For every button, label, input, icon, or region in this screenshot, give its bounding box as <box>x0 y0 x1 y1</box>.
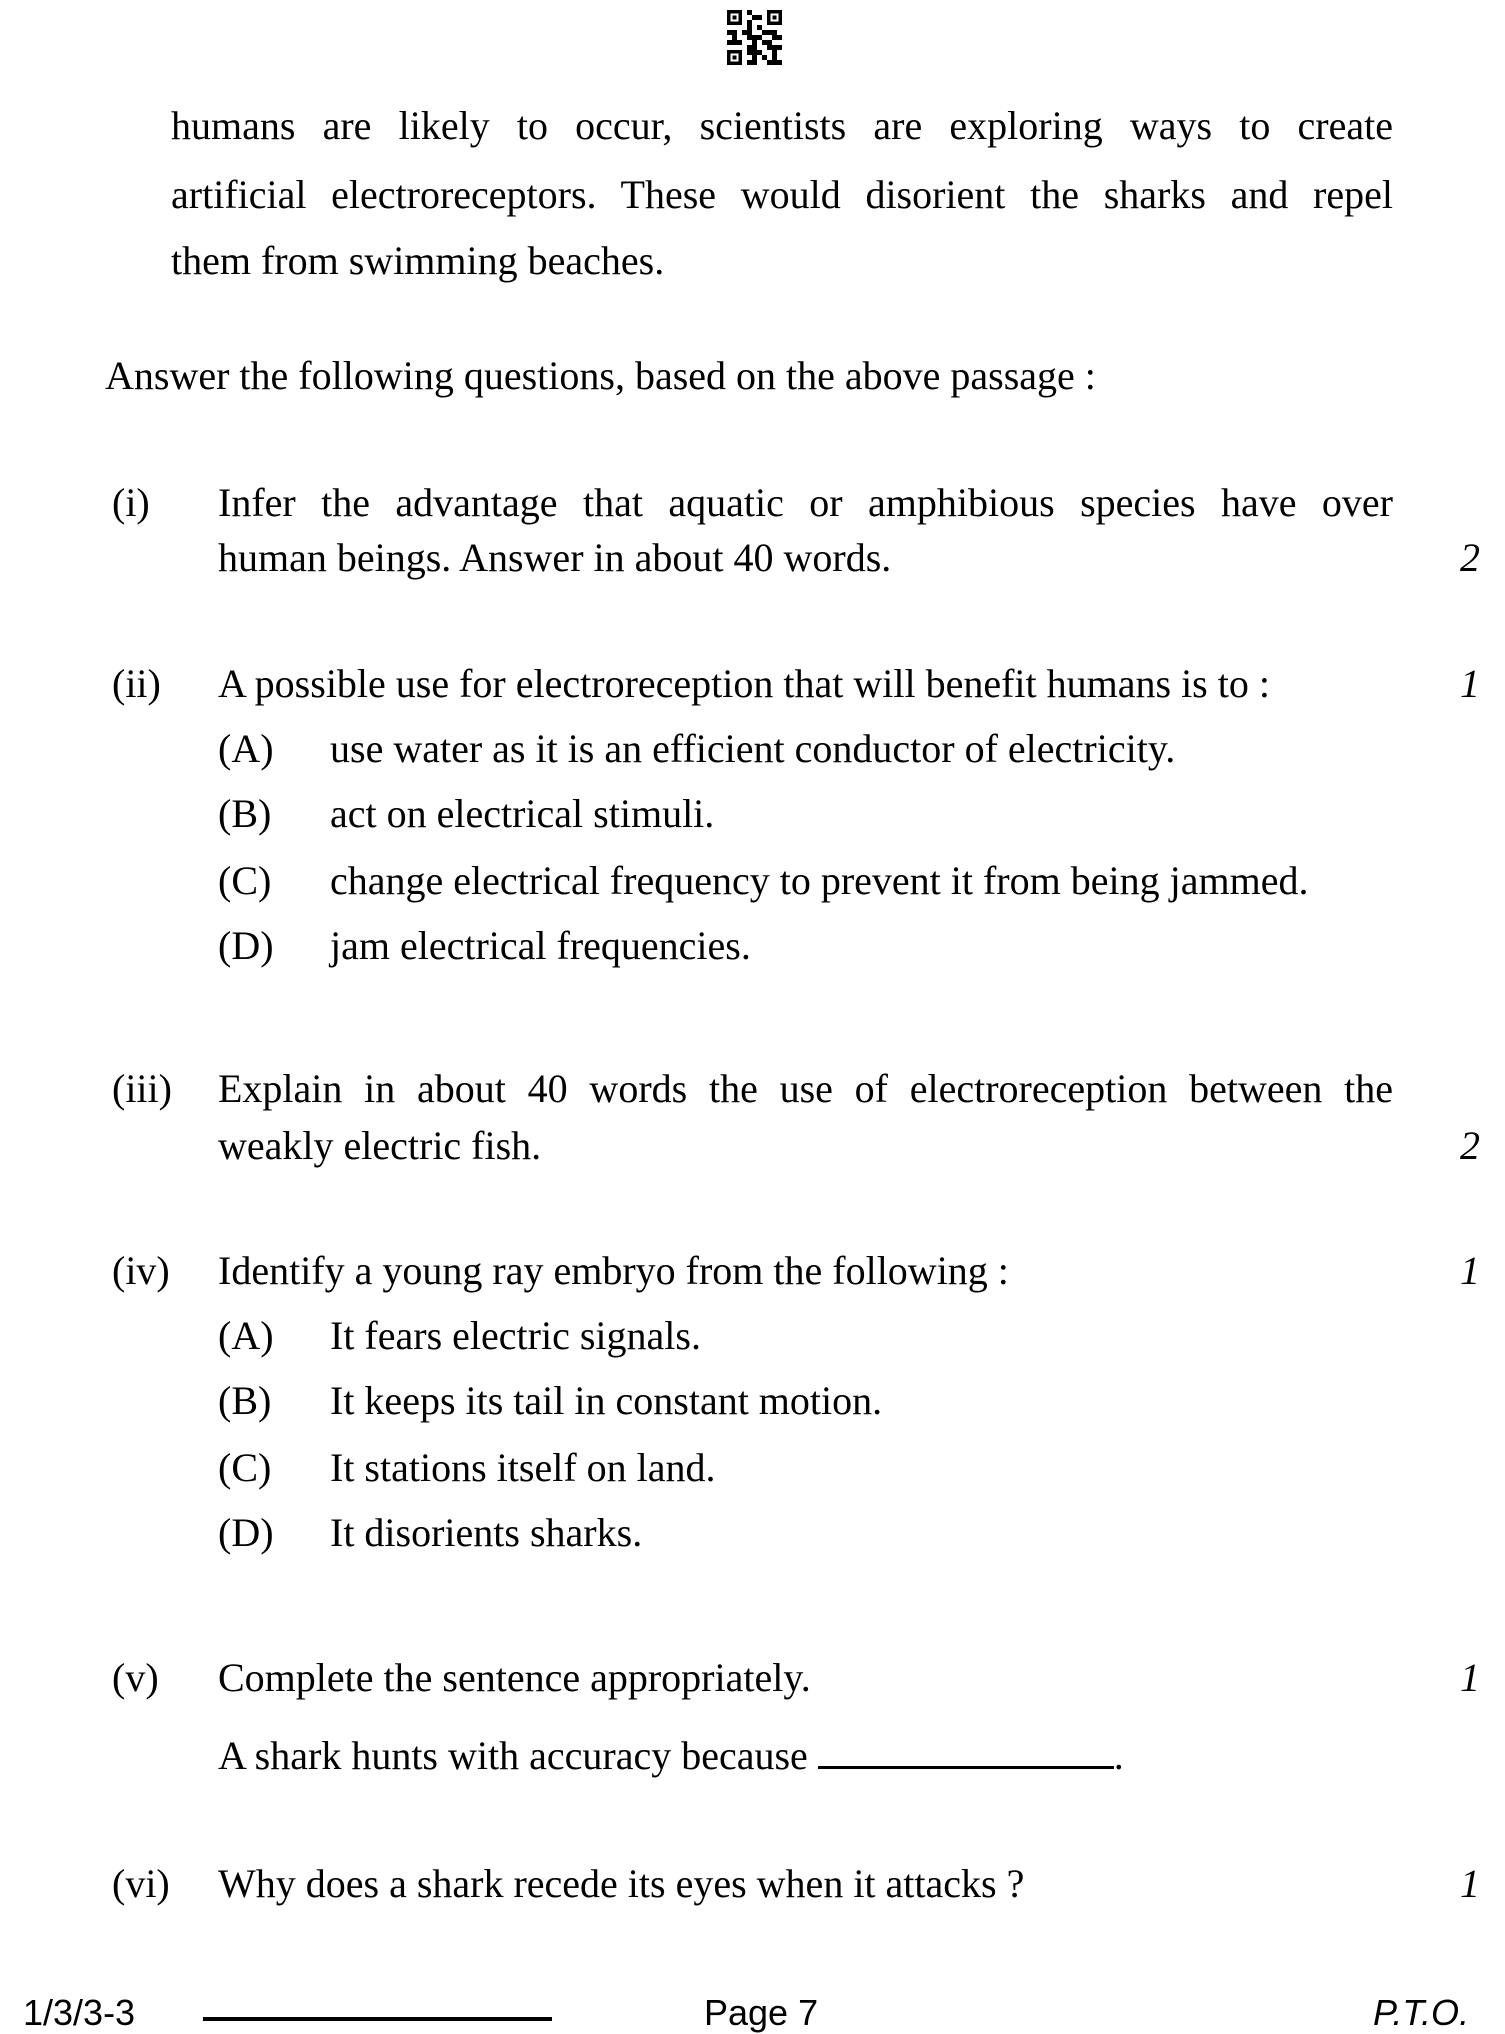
fill-in-sentence-text: A shark hunts with accuracy because <box>218 1733 808 1778</box>
option-text: It fears electric signals. <box>330 1313 701 1358</box>
fill-in-sentence-end: . <box>1113 1733 1124 1778</box>
question-text: Infer the advantage that aquatic or amphibious species have over <box>218 480 1393 525</box>
option-text: It stations itself on land. <box>330 1445 716 1490</box>
option-label: (D) <box>218 923 274 968</box>
option-text: It disorients sharks. <box>330 1510 643 1555</box>
marks-label: 1 <box>1460 1655 1480 1700</box>
instruction-heading: Answer the following questions, based on the above passage : <box>105 353 1096 398</box>
passage-line: humans are likely to occur, scientists are exploring ways to create <box>171 103 1393 148</box>
option-text: act on electrical stimuli. <box>330 791 715 836</box>
paper-code: 1/3/3-3 <box>23 1992 136 2033</box>
question-text: weakly electric fish. <box>218 1123 542 1168</box>
option-label: (C) <box>218 1445 272 1490</box>
pto-label: P.T.O. <box>1373 1992 1470 2033</box>
marks-label: 2 <box>1460 1123 1480 1168</box>
option-text: jam electrical frequencies. <box>330 923 751 968</box>
footer-divider <box>203 2017 552 2021</box>
marks-label: 2 <box>1460 535 1480 580</box>
option-label: (B) <box>218 1378 272 1423</box>
question-number: (iv) <box>112 1248 170 1293</box>
option-text: use water as it is an efficient conductor of electricity. <box>330 726 1176 771</box>
marks-label: 1 <box>1460 661 1480 706</box>
marks-label: 1 <box>1460 1248 1480 1293</box>
question-number: (i) <box>112 480 150 525</box>
question-text: Explain in about 40 words the use of electroreception between the <box>218 1066 1393 1111</box>
qr-code-icon <box>727 10 782 65</box>
page-number: Page 7 <box>704 1992 819 2033</box>
marks-label: 1 <box>1460 1861 1480 1906</box>
question-text: human beings. Answer in about 40 words. <box>218 535 892 580</box>
option-label: (B) <box>218 791 272 836</box>
question-text: A possible use for electroreception that will benefit humans is to : <box>218 661 1270 706</box>
question-text: Complete the sentence appropriately. <box>218 1655 811 1700</box>
question-text: Why does a shark recede its eyes when it attacks ? <box>218 1861 1025 1906</box>
option-text: change electrical frequency to prevent it from being jammed. <box>330 858 1309 903</box>
passage-line: artificial electroreceptors. These would disorient the sharks and repel <box>171 172 1393 217</box>
option-text: It keeps its tail in constant motion. <box>330 1378 883 1423</box>
question-text: Identify a young ray embryo from the following : <box>218 1248 1009 1293</box>
question-number: (vi) <box>112 1861 170 1906</box>
question-number: (ii) <box>112 661 161 706</box>
fill-in-sentence <box>218 1733 1124 1778</box>
question-number: (iii) <box>112 1066 172 1111</box>
option-label: (A) <box>218 1313 274 1358</box>
question-number: (v) <box>112 1655 159 1700</box>
option-label: (A) <box>218 726 274 771</box>
passage-line: them from swimming beaches. <box>171 238 665 283</box>
answer-blank <box>818 1765 1114 1769</box>
option-label: (C) <box>218 858 272 903</box>
option-label: (D) <box>218 1510 274 1555</box>
